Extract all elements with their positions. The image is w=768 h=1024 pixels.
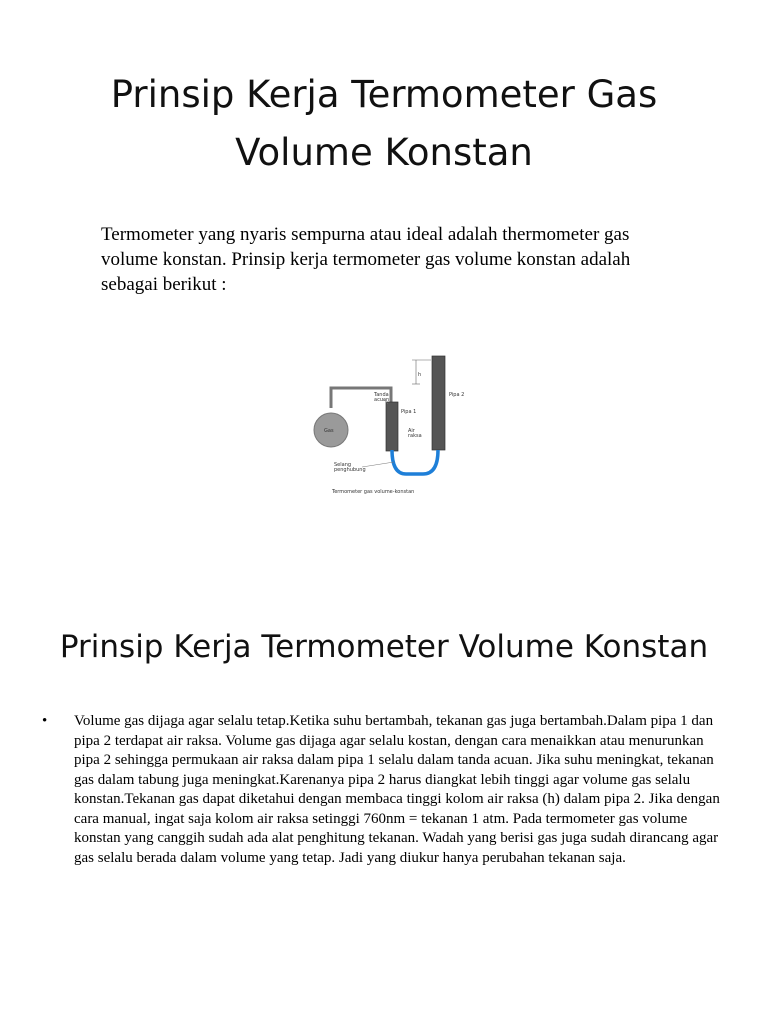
mercury-label: Air raksa (408, 428, 422, 439)
slide-2-title: Prinsip Kerja Termometer Volume Konstan (59, 629, 709, 665)
slide-2 (0, 580, 768, 1024)
pipe-2 (432, 356, 445, 450)
list-item (42, 712, 722, 868)
bullet-list (42, 712, 722, 868)
pipe-1 (386, 402, 398, 451)
hose-label: Selang penghubung (334, 462, 366, 473)
slide-1-title: Prinsip Kerja Termometer Gas Volume Konstan (110, 73, 658, 174)
diagram-caption: Termometer gas volume-konstan (332, 489, 415, 495)
pipe-1-label: Pipa 1 (401, 409, 417, 415)
pipe-2-label: Pipa 2 (449, 392, 465, 398)
gas-thermometer-diagram (312, 350, 482, 502)
bullet-text: Volume gas dijaga agar selalu tetap.Ketika suhu bertambah, tekanan gas juga bertambah.Dalam pipa 1 dan pipa 2 terdapat air raksa. Volume gas dijaga agar selalu kostan, dengan cara menaikkan atau menurunkan pipa 2 sehingga permukaan air raksa dalam pipa 1 selalu dalam tanda acuan. Jika suhu meningkat, tekanan gas dalam tabung juga meningkat.Karenanya pipa 2 harus diangkat lebih tinggi agar volume gas selalu konstan.Tekanan gas dapat diketahui dengan membaca tinggi kolom air raksa (h) dalam pipa 2. Jika dengan cara manual, ingat saja kolom air raksa setinggi 760nm = tekanan 1 atm. Pada termometer gas volume konstan yang canggih sudah ada alat penghitung tekanan. Wadah yang berisi gas juga sudah dirancang agar gas selalu berada dalam volume yang tetap. Jadi yang diukur hanya perubahan tekanan saja. (74, 713, 720, 866)
hose-label-pointer (362, 462, 394, 467)
height-label: h (418, 372, 422, 378)
reference-mark-label: Tanda acuan (374, 392, 390, 403)
bullet-icon: • (42, 713, 48, 729)
slide-1-intro-text: Termometer yang nyaris sempurna atau ideal adalah thermometer gas volume konstan. Prinsip kerja termometer gas volume konstan adalah sebagai berikut : (101, 224, 631, 295)
gas-label: Gas (324, 428, 334, 434)
connecting-hose (392, 450, 438, 474)
